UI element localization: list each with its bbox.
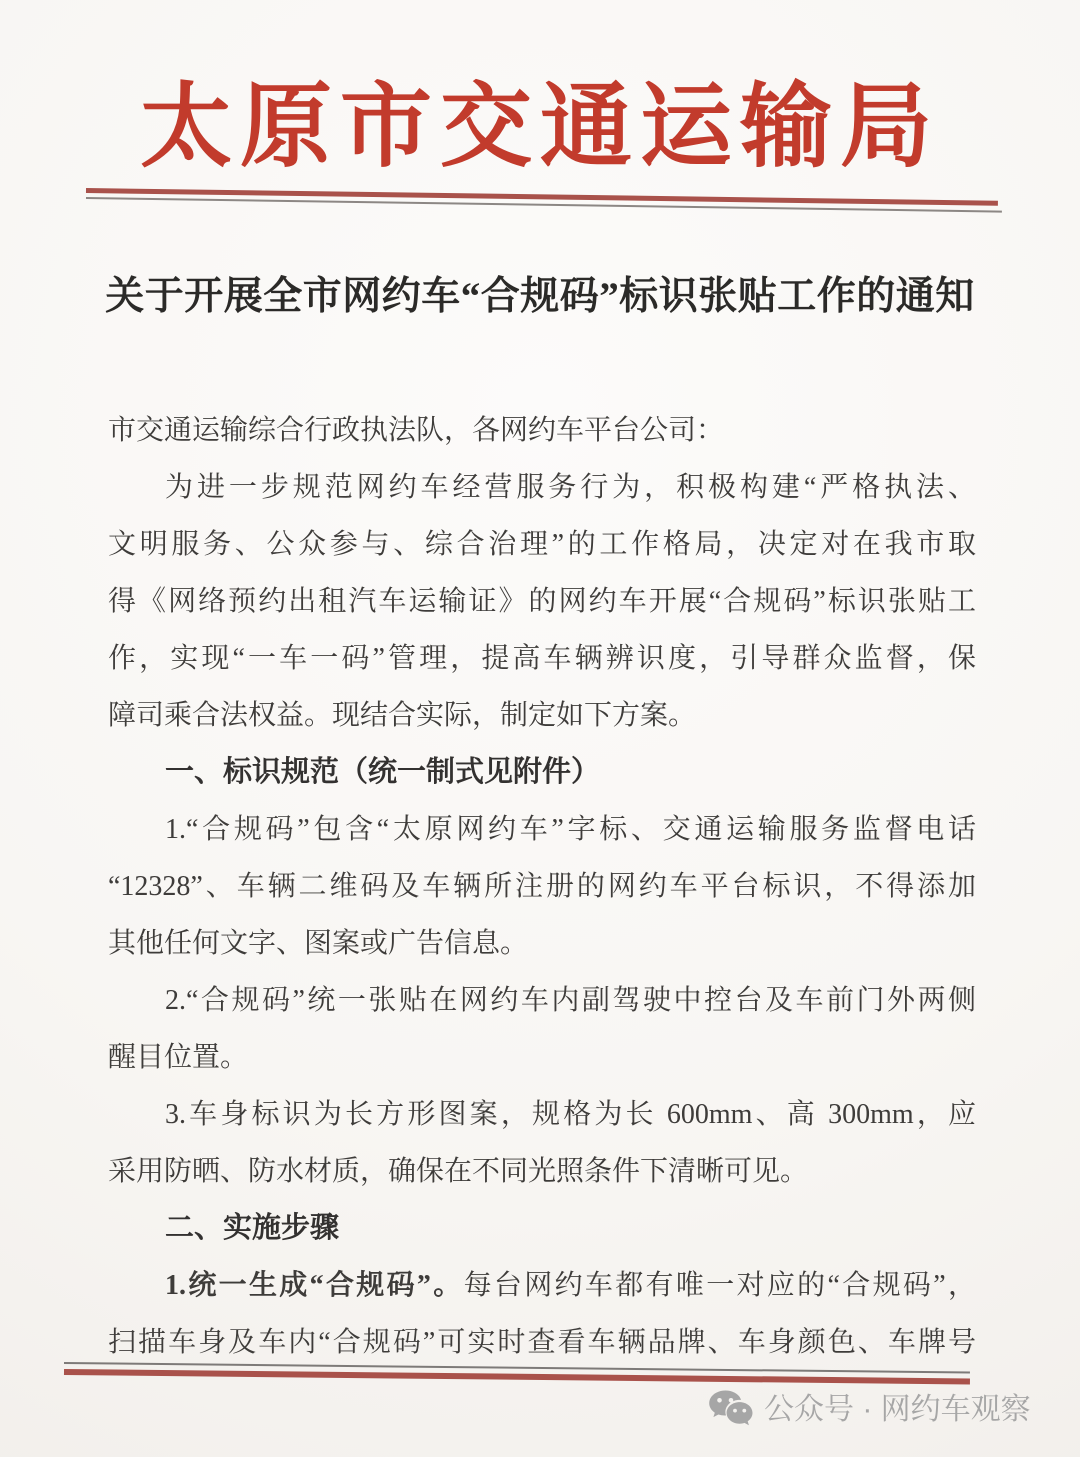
wechat-icon [708,1389,754,1431]
body-line: 障司乘合法权益。现结合实际，制定如下方案。 [108,700,697,731]
document-body [108,402,976,1371]
body-line: 醒目位置。 [108,1042,249,1073]
body-line: 作，实现“一车一码”管理，提高车辆辨识度，引导群众监督，保 [108,643,976,674]
body-line: “12328”、车辆二维码及车辆所注册的网约车平台标识，不得添加 [108,871,976,902]
watermark-label: 公众号 · 网约车观察 [764,1393,1031,1426]
body-line: 采用防晒、防水材质，确保在不同光照条件下清晰可见。 [108,1156,809,1187]
body-line-text: 每台网约车都有唯一对应的“合规码”， [463,1270,976,1301]
body-line: 得《网络预约出租汽车运输证》的网约车开展“合规码”标识张贴工 [108,586,976,617]
body-line: 其他任何文字、图案或广告信息。 [108,928,529,959]
bold-lead-text: 1.统一生成“合规码”。 [165,1270,464,1301]
body-line [108,1257,976,1314]
agency-name: 太原市交通运输局 [139,76,940,178]
body-line: 2.“合规码”统一张贴在网约车内副驾驶中控台及车前门外两侧 [165,985,976,1016]
section-heading-identification: 一、标识规范（统一制式见附件） [165,756,601,788]
salutation-line: 市交通运输综合行政执法队，各网约车平台公司： [108,415,725,446]
footer-watermark [708,1388,1031,1432]
body-line: 扫描车身及车内“合规码”可实时查看车辆品牌、车身颜色、车牌号 [108,1327,976,1358]
document-title: 关于开展全市网约车“合规码”标识张贴工作的通知 [105,275,975,318]
body-line: 为进一步规范网约车经营服务行为，积极构建“严格执法、 [165,472,976,503]
section-heading-implementation: 二、实施步骤 [165,1212,340,1244]
body-line: 1.“合规码”包含“太原网约车”字标、交通运输服务监督电话 [165,814,976,845]
body-line: 文明服务、公众参与、综合治理”的工作格局，决定对在我市取 [108,529,976,560]
body-line: 3.车身标识为长方形图案，规格为长 600mm、高 300mm，应 [165,1099,976,1130]
